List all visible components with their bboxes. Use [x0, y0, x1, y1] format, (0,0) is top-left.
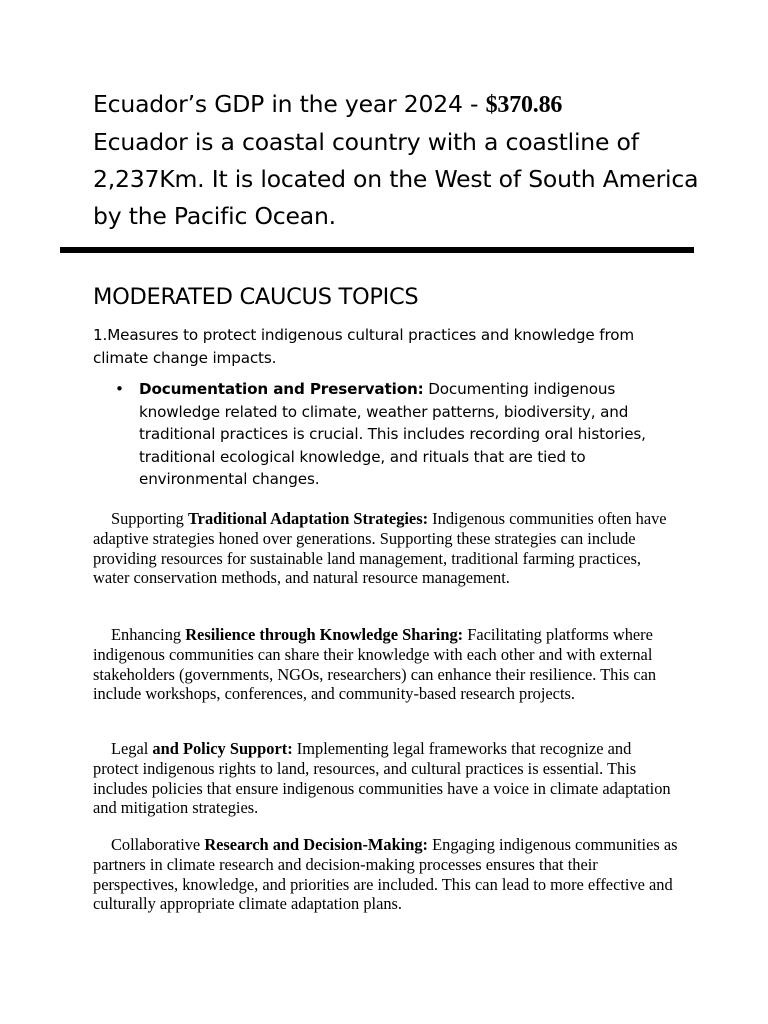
paragraph-bold-title: and Policy Support:: [152, 739, 293, 758]
paragraph-text: Indigenous communities often have adaptive strategies honed over generations. Supporting these strategies can include providing resources for sustainable land management, traditional farming practices, water conservation methods, and natural resource management.: [93, 509, 667, 588]
bullet-title: Documentation and Preservation:: [139, 380, 424, 398]
paragraph-lead: Legal: [111, 739, 153, 758]
bullet-item: [115, 378, 679, 491]
paragraph-lead: Enhancing: [111, 625, 186, 644]
gdp-value: $370.86: [485, 92, 563, 118]
paragraph-text: Implementing legal frameworks that recognize and protect indigenous rights to land, resources, and cultural practices is essential. This includes policies that ensure indigenous communities have a voice in climate adaptation and mitigation strategies.: [93, 739, 671, 818]
paragraph-adaptation-strategies: [93, 509, 678, 588]
paragraph-lead: Collaborative: [111, 835, 205, 854]
gdp-label: Ecuador’s GDP in the year 2024 -: [93, 90, 486, 118]
intro-block: [93, 86, 703, 235]
paragraph-research-decision-making: [93, 835, 678, 914]
paragraph-text: Facilitating platforms where indigenous communities can share their knowledge with each other and with external stakeholders (governments, NGOs, researchers) can enhance their resilience. This can include workshops, conferences, and community-based research projects.: [93, 625, 657, 704]
paragraph-text: Engaging indigenous communities as partners in climate research and decision-making processes ensures that their perspectives, knowledge, and priorities are included. This can lead to more effective and culturally appropriate climate adaptation plans.: [93, 835, 678, 914]
bullet-text: Documenting indigenous knowledge related to climate, weather patterns, biodiversity, and traditional practices is crucial. This includes recording oral histories, traditional ecological knowledge, and rituals that are tied to environmental changes.: [139, 380, 646, 488]
paragraph-knowledge-sharing: [93, 625, 678, 704]
horizontal-divider: [60, 247, 694, 253]
bullet-list: [115, 378, 679, 491]
paragraph-policy-support: [93, 739, 678, 818]
paragraph-lead: Supporting: [111, 509, 188, 528]
paragraph-bold-title: Traditional Adaptation Strategies:: [187, 509, 429, 528]
gdp-line: [93, 86, 703, 124]
paragraph-bold-title: Research and Decision-Making:: [204, 835, 429, 854]
bullet-marker: •: [115, 380, 124, 398]
country-description: Ecuador is a coastal country with a coastline of 2,237Km. It is located on the West of South America by the Pacific Ocean.: [93, 128, 699, 230]
paragraph-bold-title: Resilience through Knowledge Sharing:: [185, 625, 464, 644]
section-heading: MODERATED CAUCUS TOPICS: [93, 284, 419, 310]
topic-intro: 1.Measures to protect indigenous cultural practices and knowledge from climate change impacts.: [93, 326, 635, 367]
